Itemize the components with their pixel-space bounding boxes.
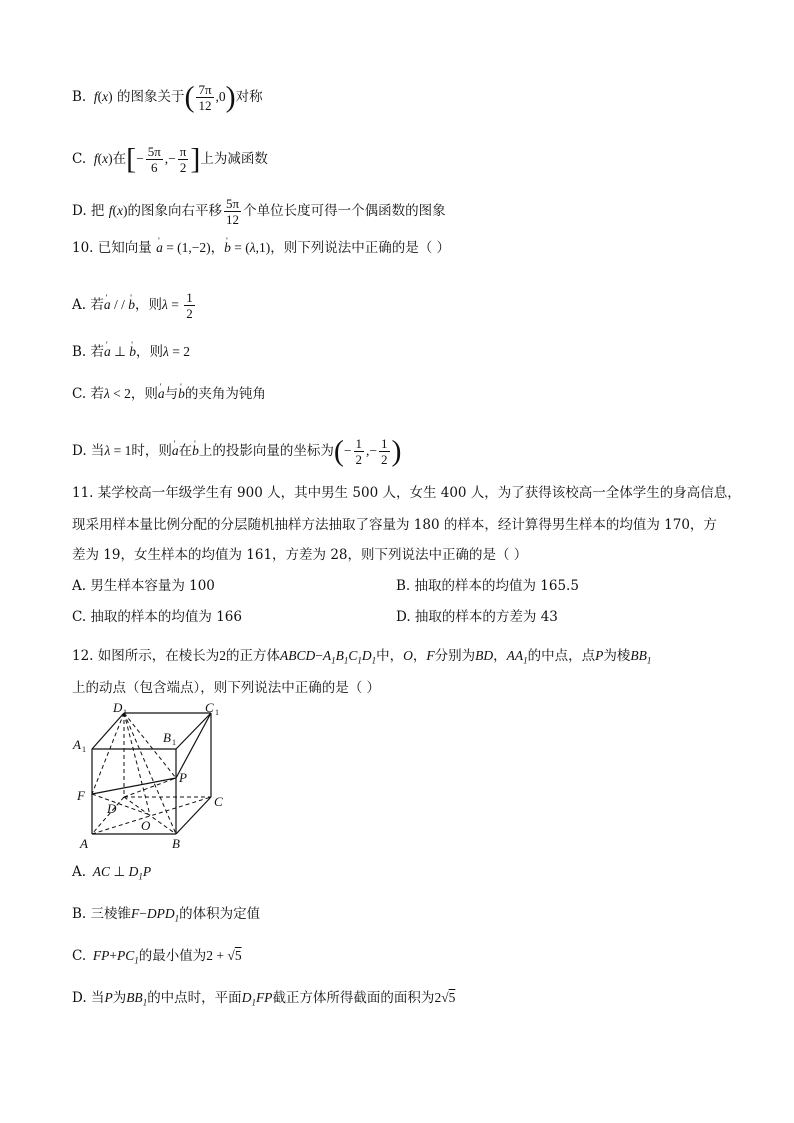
svg-text:C: C bbox=[205, 702, 214, 715]
svg-text:F: F bbox=[77, 788, 85, 803]
option-text: 上为减函数 bbox=[200, 151, 268, 167]
q10-option-a: A. 若' a / / ' b，则λ = $\frac{1}{2}$ bbox=[72, 290, 197, 321]
q10-option-b: B. 若' a ⊥ ' b，则λ = 2 bbox=[72, 342, 190, 362]
option-text: D. 把 bbox=[72, 203, 105, 219]
svg-text:A: A bbox=[80, 836, 88, 851]
svg-text:1: 1 bbox=[172, 738, 176, 747]
q9-option-c: C. f(x)在[− $\frac{5\pi}{6}$ ,− $\frac{\pi}{2}$ ]上为减函数 bbox=[72, 142, 268, 176]
q12-stem-line-1: 12. 如图所示，在棱长为2的正方体$ABCD-A_1B_1C_1D_1$中，O，F分别为BD，$AA_1$的中点，点P为棱$BB_1$ bbox=[72, 648, 652, 666]
q11-stem-line-3: 差为 19，女生样本的均值为 161，方差为 28，则下列说法中正确的是（ ） bbox=[72, 547, 528, 563]
q12-stem-line-2: 上的动点（包含端点），则下列说法中正确的是（ ） bbox=[72, 680, 381, 696]
svg-text:B: B bbox=[163, 730, 171, 745]
q11-option-a: A. 男生样本容量为 100 bbox=[72, 578, 215, 594]
option-text: 在 bbox=[112, 151, 127, 167]
q12-option-a: A. AC ⊥ $D_1P$ bbox=[72, 864, 152, 882]
svg-text:A: A bbox=[73, 737, 81, 752]
cube-figure bbox=[72, 702, 242, 852]
q11-option-d: D. 抽取的样本的方差为 43 bbox=[396, 609, 558, 625]
q10-stem: 10. 已知向量 ' a = (1,−2)，' b = (λ,1)，则下列说法中正确的是（ ） bbox=[72, 238, 450, 258]
q11-option-c: C. 抽取的样本的均值为 166 bbox=[72, 609, 242, 625]
q10-option-c: C. 若λ < 2，则' a与' b的夹角为钝角 bbox=[72, 384, 266, 404]
svg-text:1: 1 bbox=[215, 708, 219, 717]
q9-option-b: B. f(x) 的图象关于( $\frac{7\pi}{12}$ ,0)对称 bbox=[72, 80, 263, 114]
q12-option-b: B. 三棱锥$F-DPD_1$的体积为定值 bbox=[72, 906, 261, 924]
q12-option-c: C. $FP+PC_1$的最小值为2 + √5 bbox=[72, 948, 242, 966]
q12-option-d: D. 当P为$BB_1$的中点时，平面$D_1FP$截正方体所得截面的面积为2√5 bbox=[72, 990, 456, 1008]
option-label: C. bbox=[72, 151, 87, 167]
svg-text:D: D bbox=[107, 801, 117, 816]
option-text: 的图象关于 bbox=[116, 89, 185, 105]
option-label: B. bbox=[72, 89, 87, 105]
option-text: 对称 bbox=[235, 89, 263, 105]
svg-text:C: C bbox=[214, 794, 223, 809]
svg-text:1: 1 bbox=[123, 708, 127, 717]
svg-text:P: P bbox=[179, 770, 187, 785]
option-text: 的图象向右平移 bbox=[127, 203, 222, 219]
option-text: 个单位长度可得一个偶函数的图象 bbox=[243, 203, 446, 219]
svg-text:1: 1 bbox=[82, 745, 86, 754]
svg-text:D: D bbox=[113, 702, 123, 715]
q9-option-d: D. 把 f(x)的图象向右平移 $\frac{5\pi}{12}$ 个单位长度可得一个偶函数的图象 bbox=[72, 196, 446, 227]
svg-text:O: O bbox=[141, 818, 151, 833]
svg-text:B: B bbox=[172, 836, 180, 851]
q11-stem-line-2: 现采用样本量比例分配的分层随机抽样方法抽取了容量为 180 的样本，经计算得男生样本的均值为 170，方 bbox=[72, 517, 717, 533]
q11-stem-line-1: 11. 某学校高一年级学生有 900 人，其中男生 500 人，女生 400 人，为了获得该校高一全体学生的身高信息， bbox=[72, 485, 741, 501]
q11-option-b: B. 抽取的样本的均值为 165.5 bbox=[396, 578, 579, 594]
q10-option-d: D. 当λ = 1时，则' a在' b上的投影向量的坐标为(− $\frac{1}{2}$ ,− $\frac{1}{2}$ ) bbox=[72, 436, 402, 467]
